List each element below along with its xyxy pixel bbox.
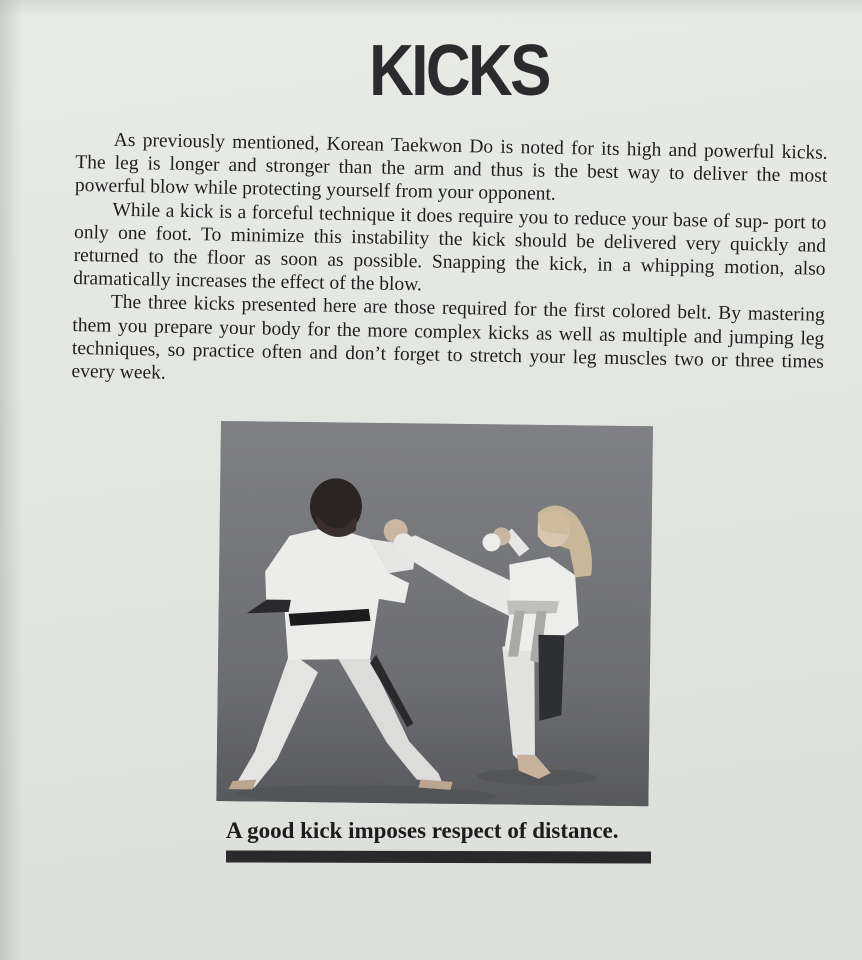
paragraph-3: The three kicks presented here are those required for the first colored belt. By mastering them you prepare your body for the more complex kicks as well as multiple and jumping leg techniques, so practice often and don’t forget to stretch your leg muscles two or three times every week.: [71, 292, 825, 384]
photo-caption: A good kick imposes respect of distance.: [226, 818, 619, 843]
paragraph-1: As previously mentioned, Korean Taekwon Do is noted for its high and powerful kicks. The leg is longer and stronger than the arm and thus is the best way to deliver the most powerful blow while protecting yourself from your opponent.: [74, 129, 828, 206]
kick-photograph: [216, 421, 653, 806]
body-text: [71, 128, 828, 397]
page-title: KICKS: [369, 31, 549, 111]
page-top-shadow: [0, 0, 862, 18]
kick-photo-illustration: [216, 421, 653, 806]
page-gutter-shadow: [0, 0, 22, 960]
caption-rule: [226, 850, 651, 863]
paragraph-2: While a kick is a forceful technique it does require you to reduce your base of sup- port to only one foot. To minimize this instability the kick should be delivered very quickly and returned to the floor as soon as possible. Snapping the kick, in a whipping motion, also dramatically increases the effect of the blow.: [73, 199, 827, 296]
